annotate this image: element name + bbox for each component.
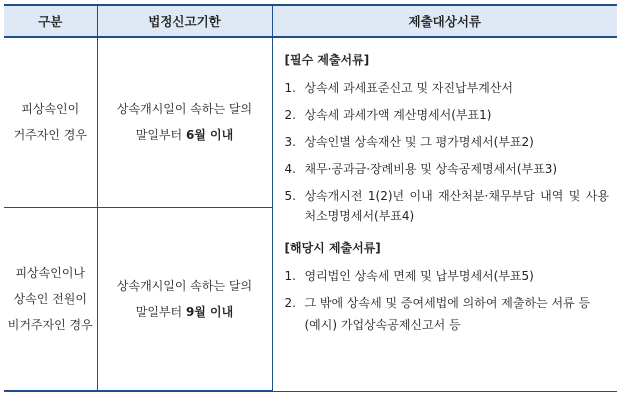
deadline-line: 상속개시일이 속하는 달의 (116, 278, 253, 293)
table-header-row (4, 5, 617, 37)
list-item (285, 78, 610, 98)
list-item (285, 159, 610, 179)
item-text: 상속인별 상속재산 및 그 평가명세서(부표2) (304, 135, 534, 149)
item-text: 상속세 과세가액 계산명세서(부표1) (304, 108, 492, 122)
deadline-line: 상속개시일이 속하는 달의 (116, 102, 253, 117)
deadline-prefix: 말일부터 (135, 304, 186, 319)
item-text: 영리법인 상속세 면제 및 납부명세서(부표5) (304, 269, 534, 283)
deadline-period: 6월 이내 (185, 128, 234, 143)
category-line: 거주자인 경우 (13, 128, 87, 143)
example-note: (예시) 가업상속공제신고서 등 (304, 318, 461, 332)
item-number: 2. (284, 296, 296, 310)
optional-docs-title: [해당시 제출서류] (284, 241, 381, 255)
deadline-prefix: 말일부터 (135, 128, 186, 143)
deadline-period: 9월 이내 (185, 304, 234, 319)
category-line: 비거주자인 경우 (7, 317, 93, 332)
item-text: 상속개시전 1(2)년 이내 재산처분·채무부담 내역 및 사용처소명명세서(부표4) (304, 189, 609, 223)
item-number: 4. (284, 162, 296, 176)
category-line: 상속인 전원이 (13, 291, 87, 306)
category-line: 피상속인이 (21, 102, 80, 117)
item-number: 1. (284, 81, 296, 95)
item-number: 2. (284, 108, 296, 122)
list-item (285, 266, 610, 286)
header-deadline: 법정신고기한 (97, 5, 272, 37)
documents-cell (272, 37, 617, 391)
category-cell-resident (4, 37, 97, 207)
item-number: 1. (284, 269, 296, 283)
list-item (285, 186, 610, 226)
item-number: 5. (284, 189, 296, 203)
deadline-line (98, 122, 272, 148)
category-cell-nonresident (4, 207, 97, 391)
deadline-line (98, 299, 272, 325)
list-item (285, 132, 610, 152)
deadline-cell-nonresident (97, 207, 272, 391)
filing-requirements-table (4, 4, 617, 392)
category-line: 피상속인이나 (15, 265, 86, 280)
item-text: 상속세 과세표준신고 및 자진납부계산서 (304, 81, 514, 95)
list-item (285, 105, 610, 125)
item-text: 그 밖에 상속세 및 증여세법에 의하여 제출하는 서류 등 (304, 296, 591, 310)
header-category: 구분 (4, 5, 97, 37)
item-number: 3. (284, 135, 296, 149)
header-documents: 제출대상서류 (272, 5, 617, 37)
required-docs-title: [필수 제출서류] (284, 53, 370, 67)
table-row (4, 37, 617, 207)
list-item (285, 293, 610, 313)
deadline-cell-resident (97, 37, 272, 207)
item-text: 채무·공과금·장례비용 및 상속공제명세서(부표3) (304, 162, 558, 176)
